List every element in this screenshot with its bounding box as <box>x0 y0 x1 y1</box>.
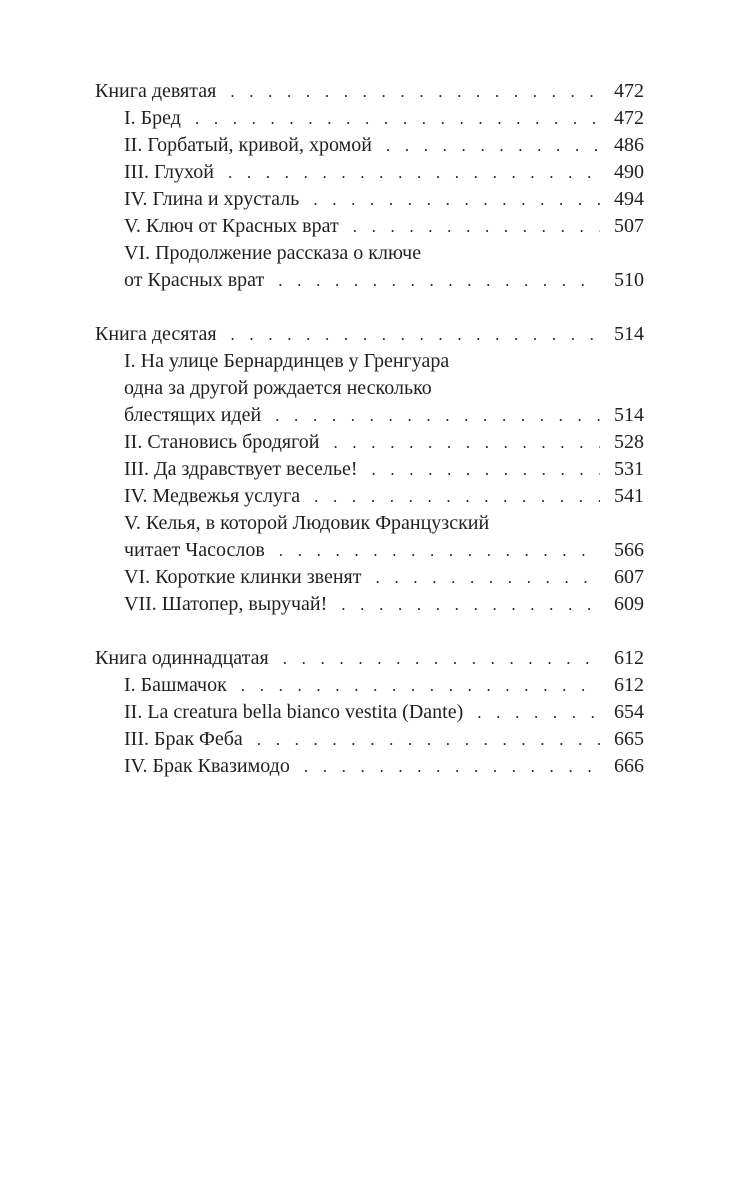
entry-title: IV. Глина и хрусталь <box>124 188 300 210</box>
dot-leader <box>353 213 600 240</box>
page-number: 666 <box>614 755 644 777</box>
toc-entry-book-ten[interactable] <box>95 321 644 348</box>
toc-entry-chapter-multiline[interactable] <box>95 240 644 294</box>
entry-title: VII. Шатопер, выручай! <box>124 593 328 615</box>
page-number: 486 <box>614 134 644 156</box>
page-number: 490 <box>614 161 644 183</box>
entry-title: II. Горбатый, кривой, хромой <box>124 134 372 156</box>
page-number: 654 <box>614 701 644 723</box>
dot-leader <box>230 78 600 105</box>
dot-leader <box>314 483 600 510</box>
page-number: 607 <box>614 566 644 588</box>
toc-entry-chapter[interactable] <box>95 483 644 510</box>
entry-title: IV. Медвежья услуга <box>124 485 301 507</box>
page-number: 472 <box>614 107 644 129</box>
page-number: 528 <box>614 431 644 453</box>
toc-entry-chapter[interactable] <box>95 186 644 213</box>
dot-leader <box>376 564 601 591</box>
toc-entry-chapter[interactable] <box>95 753 644 780</box>
page-number: 665 <box>614 728 644 750</box>
dot-leader <box>386 132 600 159</box>
dot-leader <box>341 591 600 618</box>
dot-leader <box>304 753 600 780</box>
page-number: 612 <box>614 647 644 669</box>
page-number: 514 <box>614 323 644 345</box>
entry-title: VI. Короткие клинки звенят <box>124 566 362 588</box>
entry-title: II. Становись бродягой <box>124 431 320 453</box>
dot-leader <box>241 672 600 699</box>
entry-title-line: V. Келья, в которой Людовик Французский <box>124 512 490 534</box>
dot-leader <box>231 321 600 348</box>
toc-entry-book-eleven[interactable] <box>95 645 644 672</box>
entry-title: III. Глухой <box>124 161 214 183</box>
entry-title-line: блестящих идей <box>124 404 262 426</box>
dot-leader <box>372 456 601 483</box>
toc-entry-chapter[interactable] <box>95 672 644 699</box>
dot-leader <box>278 267 600 294</box>
page-number: 541 <box>614 485 644 507</box>
dot-leader <box>283 645 600 672</box>
dot-leader <box>275 402 600 429</box>
entry-title: Книга одиннадцатая <box>95 647 269 669</box>
page-number: 609 <box>614 593 644 615</box>
entry-title: I. Башмачок <box>124 674 227 696</box>
toc-entry-chapter[interactable] <box>95 159 644 186</box>
entry-title-line: I. На улице Бернардинцев у Гренгуара <box>124 350 450 372</box>
entry-title: III. Брак Феба <box>124 728 243 750</box>
page-number: 472 <box>614 80 644 102</box>
toc-entry-chapter[interactable] <box>95 726 644 753</box>
entry-title-line: VI. Продолжение рассказа о ключе <box>124 242 422 264</box>
entry-title-line: от Красных врат <box>124 269 265 291</box>
toc-entry-chapter[interactable] <box>95 564 644 591</box>
book-eleven-section <box>95 645 644 780</box>
toc-entry-chapter[interactable] <box>95 591 644 618</box>
dot-leader <box>313 186 600 213</box>
page-number: 507 <box>614 215 644 237</box>
toc-entry-chapter[interactable] <box>95 456 644 483</box>
dot-leader <box>477 699 600 726</box>
toc-entry-chapter[interactable] <box>95 132 644 159</box>
book-ten-section <box>95 321 644 618</box>
page-number: 514 <box>614 404 644 426</box>
toc-entry-chapter[interactable] <box>95 105 644 132</box>
toc-entry-chapter-multiline[interactable] <box>95 348 644 429</box>
entry-title: III. Да здравствует веселье! <box>124 458 358 480</box>
dot-leader <box>228 159 600 186</box>
dot-leader <box>195 105 600 132</box>
entry-title: Книга девятая <box>95 80 217 102</box>
page-number: 566 <box>614 539 644 561</box>
page-number: 510 <box>614 269 644 291</box>
toc-entry-book-nine[interactable] <box>95 78 644 105</box>
entry-title: I. Бред <box>124 107 181 129</box>
entry-title-line: одна за другой рождается несколько <box>124 377 432 399</box>
dot-leader <box>334 429 601 456</box>
page-number: 494 <box>614 188 644 210</box>
toc-entry-chapter[interactable] <box>95 213 644 240</box>
entry-title: II. La creatura bella bianco vestita (Dante) <box>124 701 464 723</box>
entry-title: IV. Брак Квазимодо <box>124 755 290 777</box>
toc-entry-chapter[interactable] <box>95 429 644 456</box>
dot-leader <box>279 537 600 564</box>
table-of-contents <box>95 78 644 807</box>
entry-title: Книга десятая <box>95 323 217 345</box>
toc-entry-chapter-multiline[interactable] <box>95 510 644 564</box>
page-number: 612 <box>614 674 644 696</box>
toc-entry-chapter[interactable] <box>95 699 644 726</box>
dot-leader <box>257 726 600 753</box>
page-number: 531 <box>614 458 644 480</box>
entry-title: V. Ключ от Красных врат <box>124 215 339 237</box>
entry-title-line: читает Часослов <box>124 539 265 561</box>
book-nine-section <box>95 78 644 294</box>
